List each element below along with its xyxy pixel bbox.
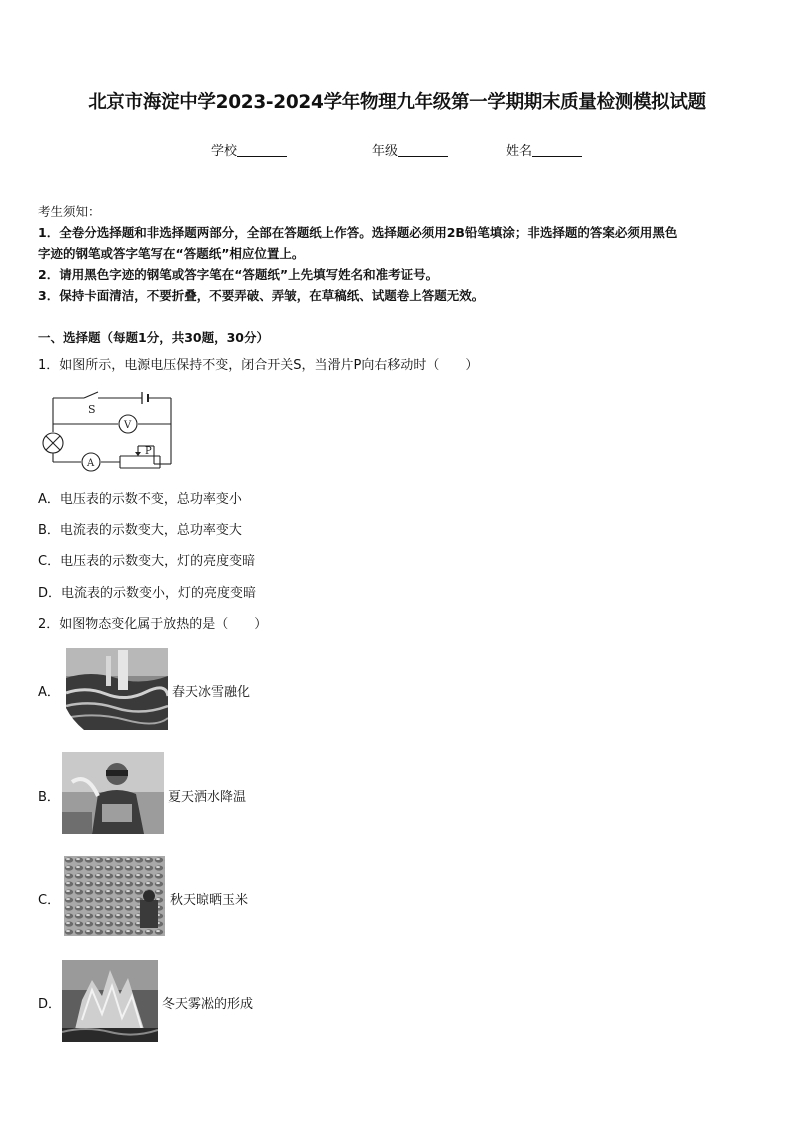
grade-field [372, 140, 448, 159]
ammeter-label: A [87, 458, 95, 469]
notice-item-3: 3．保持卡面清洁，不要折叠，不要弄破、弄皱，在草稿纸、试题卷上答题无效。 [38, 288, 485, 303]
grade-blank [398, 143, 448, 157]
student-info-row [0, 140, 794, 160]
q2-option-a-caption: 春天冰雪融化 [172, 685, 251, 700]
school-field [211, 140, 287, 159]
name-blank [532, 143, 582, 157]
name-field [506, 140, 582, 159]
name-label: 姓名 [506, 144, 533, 159]
notice-item-1-cont: 字迹的钢笔或答字笔写在“答题纸”相应位置上。 [38, 246, 305, 261]
section-heading: 一、选择题（每题1分，共30题，30分） [38, 330, 269, 345]
q2-option-b-letter: B． [38, 790, 60, 805]
q2-option-c-caption: 秋天晾晒玉米 [170, 893, 249, 908]
school-blank [237, 143, 287, 157]
q1-option-c: C．电压表的示数变大，灯的亮度变暗 [38, 554, 256, 569]
q1-option-d: D．电流表的示数变小，灯的亮度变暗 [38, 586, 257, 601]
grade-label: 年级 [372, 144, 399, 159]
voltmeter-label: V [124, 420, 132, 431]
notice-item-2: 2．请用黑色字迹的钢笔或答字笔在“答题纸”上先填写姓名和准考证号。 [38, 267, 439, 282]
q2-option-c-letter: C． [38, 893, 61, 908]
exam-title: 北京市海淀中学2023-2024学年物理九年级第一学期期末质量检测模拟试题 [88, 92, 706, 113]
switch-label: S [88, 403, 96, 416]
q2-stem: 2．如图物态变化属于放热的是（ ） [38, 617, 268, 632]
circuit-diagram [38, 390, 178, 472]
q2-option-d-caption: 冬天雾凇的形成 [162, 997, 254, 1012]
slider-label: P [145, 446, 152, 457]
notice-item-1: 1．全卷分选择题和非选择题两部分，全部在答题纸上作答。选择题必须用2B铅笔填涂；非选择题的答案必须用黑色 [38, 225, 678, 240]
water-sprinkling-photo [62, 752, 164, 834]
q2-option-a-letter: A． [38, 685, 60, 700]
school-label: 学校 [211, 144, 238, 159]
notice-heading: 考生须知： [38, 204, 101, 219]
q2-option-d-letter: D． [38, 997, 62, 1012]
rime-formation-photo [62, 960, 158, 1042]
slider-arrow-icon [135, 452, 141, 456]
q1-option-b: B．电流表的示数变大，总功率变大 [38, 523, 242, 538]
drying-corn-photo [64, 856, 165, 936]
q2-option-b-caption: 夏天洒水降温 [168, 790, 247, 805]
q1-stem: 1．如图所示，电源电压保持不变，闭合开关S，当滑片P向右移动时（ ） [38, 358, 479, 373]
q1-option-a: A．电压表的示数不变，总功率变小 [38, 492, 242, 507]
ice-melting-photo [66, 648, 168, 730]
